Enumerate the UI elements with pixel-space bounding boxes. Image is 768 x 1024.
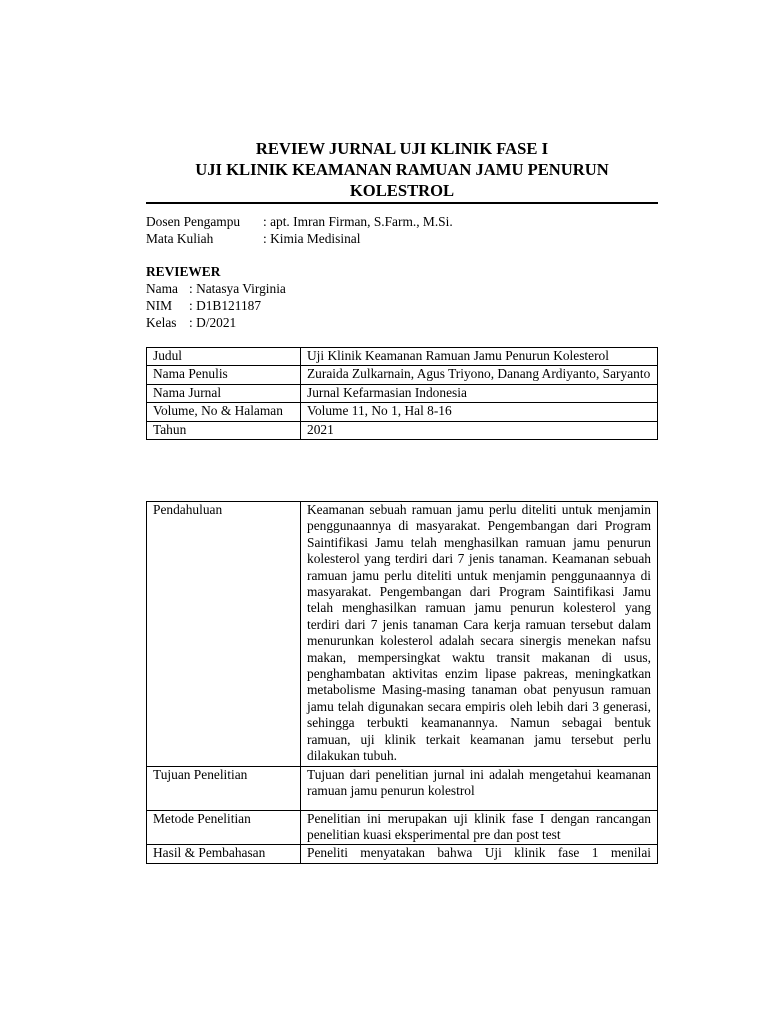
nama-label: Nama xyxy=(146,281,178,296)
reviewer-kelas-line xyxy=(146,314,236,331)
reviewer-nim-line xyxy=(146,297,261,314)
dosen-value: : apt. Imran Firman, S.Farm., M.Si. xyxy=(263,214,453,229)
table-row xyxy=(147,348,658,366)
review-label-tujuan: Tujuan Penelitian xyxy=(147,766,301,810)
title-divider xyxy=(146,202,658,204)
table-row xyxy=(147,845,658,863)
table-row xyxy=(147,366,658,384)
info-label-jurnal: Nama Jurnal xyxy=(147,384,301,402)
review-value-metode: Penelitian ini merupakan uji klinik fase I dengan rancangan penelitian kuasi eksperimental pre dan post test xyxy=(301,810,658,845)
info-label-volume: Volume, No & Halaman xyxy=(147,403,301,421)
review-label-hasil: Hasil & Pembahasan xyxy=(147,845,301,863)
review-label-pendahuluan: Pendahuluan xyxy=(147,502,301,767)
review-content-table xyxy=(146,501,658,864)
table-row xyxy=(147,403,658,421)
title-line-1: REVIEW JURNAL UJI KLINIK FASE I xyxy=(255,139,549,158)
info-value-judul: Uji Klinik Keamanan Ramuan Jamu Penurun Kolesterol xyxy=(301,348,658,366)
title-line-2: UJI KLINIK KEAMANAN RAMUAN JAMU PENURUN xyxy=(195,160,609,179)
info-label-judul: Judul xyxy=(147,348,301,366)
journal-info-table xyxy=(146,347,658,440)
reviewer-nama-line xyxy=(146,280,286,297)
info-label-penulis: Nama Penulis xyxy=(147,366,301,384)
matkul-label: Mata Kuliah xyxy=(146,231,214,246)
nama-value: : Natasya Virginia xyxy=(189,281,286,296)
info-value-penulis: Zuraida Zulkarnain, Agus Triyono, Danang Ardiyanto, Saryanto xyxy=(301,366,658,384)
nim-label: NIM xyxy=(146,298,173,313)
kelas-value: : D/2021 xyxy=(189,315,237,330)
dosen-label: Dosen Pengampu xyxy=(146,214,241,229)
nim-value: : D1B121187 xyxy=(189,298,262,313)
info-label-tahun: Tahun xyxy=(147,421,301,439)
document-title xyxy=(146,138,658,201)
table-row xyxy=(147,810,658,845)
matkul-line xyxy=(146,230,360,247)
table-row xyxy=(147,384,658,402)
info-value-tahun: 2021 xyxy=(301,421,658,439)
title-line-3: KOLESTROL xyxy=(349,181,455,200)
review-value-pendahuluan: Keamanan sebuah ramuan jamu perlu diteliti untuk menjamin penggunaannya di masyarakat. Pengembangan dari Program Saintifikasi Jamu telah menghasilkan ramuan jamu penurun kolesterol yang terdiri dari 7 jenis tanaman. Keamanan sebuah ramuan jamu perlu diteliti untuk menjamin penggunaannya di masyarakat. Pengembangan dari Program Saintifikasi Jamu telah menghasilkan ramuan jamu penurun kolesterol yang terdiri dari 7 jenis tanaman Cara kerja ramuan tersebut dalam menurunkan kolesterol adalah secara sinergis menekan nafsu makan, mempersingkat waktu transit makanan di usus, penghambatan aktivitas enzim lipase pakreas, meningkatkan metabolisme Masing-masing tanaman obat penyusun ramuan jamu telah digunakan secara empiris oleh lebih dari 3 generasi, sehingga terbukti keamanannya. Namun sebagai bentuk ramuan, uji klinik terkait keamanan jamu tersebut perlu dilakukan tubuh. xyxy=(301,502,658,767)
info-value-jurnal: Jurnal Kefarmasian Indonesia xyxy=(301,384,658,402)
matkul-value: : Kimia Medisinal xyxy=(263,231,361,246)
kelas-label: Kelas xyxy=(146,315,177,330)
review-value-hasil: Peneliti menyatakan bahwa Uji klinik fase 1 menilai xyxy=(301,845,658,863)
info-value-volume: Volume 11, No 1, Hal 8-16 xyxy=(301,403,658,421)
table-row xyxy=(147,766,658,810)
dosen-line xyxy=(146,213,453,230)
reviewer-heading: REVIEWER xyxy=(146,264,221,279)
review-label-metode: Metode Penelitian xyxy=(147,810,301,845)
table-row xyxy=(147,502,658,767)
review-value-tujuan: Tujuan dari penelitian jurnal ini adalah mengetahui keamanan ramuan jamu penurun kolestrol xyxy=(301,766,658,810)
table-row xyxy=(147,421,658,439)
